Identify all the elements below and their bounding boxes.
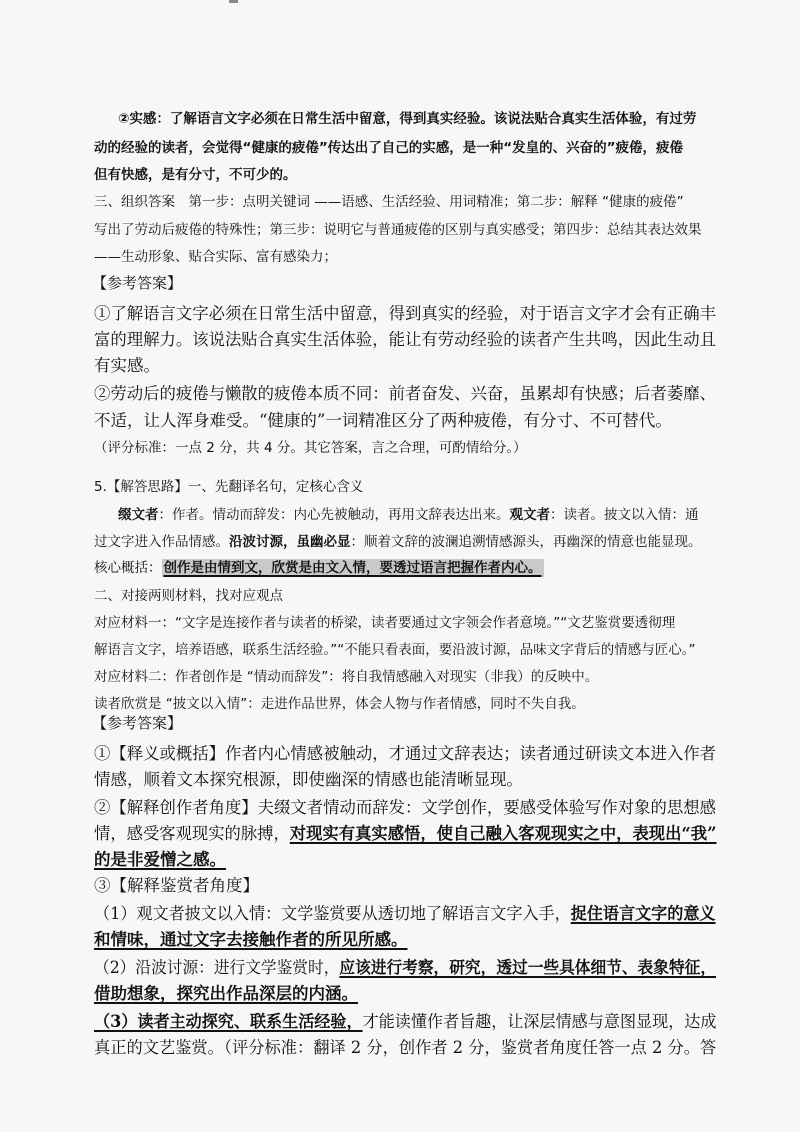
answer-1-line-2: 富的理解力。该说法贴合真实生活体验，能让有劳动经验的读者产生共鸣，因此生动且 (94, 330, 716, 349)
core-summary-label: 核心概括： (94, 560, 162, 576)
answer-2-line-2: 不适，让人浑身难受。“健康的”一词精准区分了两种疲倦，有分寸、不可替代。 (94, 411, 672, 430)
reader-3-line-1 (94, 1008, 716, 1032)
item-2-line-2-plain: 情，感受客观现实的脉搏， (94, 824, 290, 843)
reader-1-line-1-underlined: 捉住语言文字的意义 (570, 904, 716, 923)
translation-line-2 (94, 530, 702, 550)
section-2-heading: 二、对接两则材料，找对应观点 (94, 588, 283, 604)
q5-title: 5.【解答思路】一、先翻译名句，定核心含义 (94, 479, 364, 495)
term-zhuiwenzhe-desc: ：作者。情动而辞发：内心先被触动，再用文辞表达出来。 (158, 507, 510, 523)
zuzhi-line-3: ——生动形象、贴合实际、富有感染力； (94, 249, 337, 265)
reader-2-line-2: 借助想象，探究出作品深层的内涵。 (94, 984, 358, 1003)
term-guanwenzhe: 观文者 (509, 507, 550, 523)
reader-2-line-1-underlined: 应该进行考察，研究，透过一些具体细节、表象特征， (339, 958, 717, 977)
shigan-line-2: 动的经验的读者，会觉得“健康的疲倦”传达出了自己的实感，是一种“发皇的、兴奋的”疲倦，疲倦 (94, 140, 683, 156)
item-3-heading: ③【解释鉴赏者角度】 (94, 876, 259, 895)
answer-1-line-3: 有实感。 (94, 356, 160, 375)
reference-answer-heading: 【参考答案】 (92, 274, 183, 292)
reader-line: 读者欣赏是 “披文以入情”：走进作品世界，体会人物与作者情感，同时不失自我。 (94, 696, 585, 712)
reader-1-line-1-plain: （1）观文者披文以入情：文学鉴赏要从透切地了解语言文字入手， (94, 904, 571, 923)
scoring-note-1: （评分标准：一点 2 分，共 4 分。其它答案，言之合理，可酌情给分。） (94, 440, 527, 456)
shigan-line-3: 但有快感，是有分寸，不可少的。 (94, 167, 297, 183)
term-yanbotaoyuan: 沿波讨源，虽幽必显 (229, 534, 351, 550)
item-2-line-2-underlined: 对现实有真实感悟，使自己融入客观现实之中，表现出“我” (289, 824, 717, 843)
zuzhi-line-1: 三、组织答案 第一步：点明关键词 ——语感、生活经验、用词精准；第二步：解释 “健康的疲倦” (94, 194, 684, 210)
item-2-line-3: 的是非爱憎之感。 (94, 850, 226, 869)
reader-1-line-2: 和情味，通过文字去接触作者的所见所感。 (94, 930, 408, 949)
translation-line-2-b: ：顺着文辞的波澜追溯情感源头，再幽深的情意也能显现。 (350, 534, 702, 550)
core-summary (94, 556, 544, 576)
material-1-line-2: 解语言文字，培养语感，联系生活经验。”“不能只看表面，要沿波讨源，品味文字背后的情感与匠心。” (94, 642, 696, 658)
reference-answer-heading-2: 【参考答案】 (92, 714, 183, 732)
material-2-line: 对应材料二：作者创作是 “情动而辞发”：将自我情感融入对现实（非我）的反映中。 (94, 669, 599, 685)
item-2-line-2 (94, 820, 716, 844)
scan-mark (229, 0, 238, 3)
answer-1-line-1: ①了解语言文字必须在日常生活中留意，得到真实的经验，对于语言文字才会有正确丰 (94, 304, 716, 323)
shigan-line-1: ②实感：了解语言文字必须在日常生活中留意，得到真实经验。该说法贴合真实生活体验，有过劳 (118, 111, 697, 127)
reader-3-line-1-plain: 才能读懂作者旨趣，让深层情感与意图显现，达成 (362, 1012, 717, 1031)
material-1-line-1: 对应材料一：“文字是连接作者与读者的桥梁，读者要通过文字领会作者意境。”“文艺鉴赏要透彻理 (94, 615, 676, 631)
answer-2-line-1: ②劳动后的疲倦与懒散的疲倦本质不同：前者奋发、兴奋，虽累却有快感；后者萎靡、 (94, 384, 716, 403)
reader-3-line-1-underlined: （3）读者主动探究、联系生活经验， (94, 1012, 363, 1031)
reader-2-line-1-plain: （2）沿波讨源：进行文学鉴赏时， (94, 958, 340, 977)
term-guanwenzhe-desc: ：读者。披文以入情：通 (550, 507, 699, 523)
translation-line-2-a: 过文字进入作品情感。 (94, 534, 229, 550)
translation-line-1 (118, 503, 699, 523)
core-summary-highlight: 创作是由情到文，欣赏是由文入情，要透过语言把握作者内心。 (163, 560, 542, 576)
item-2-line-1: ②【解释创作者角度】夫缀文者情动而辞发：文学创作，要感受体验写作对象的思想感 (94, 798, 716, 817)
item-1-line-1: ①【释义或概括】作者内心情感被触动，才通过文辞表达；读者通过研读文本进入作者 (94, 744, 716, 763)
item-1-line-2: 情感，顺着文本探究根源，即使幽深的情感也能清晰显现。 (94, 770, 523, 789)
term-zhuiwenzhe: 缀文者 (118, 507, 159, 523)
reader-3-line-2: 真正的文艺鉴赏。（评分标准：翻译 2 分，创作者 2 分，鉴赏者角度任答一点 2 分。答 (94, 1038, 717, 1057)
reader-1-line-1 (94, 900, 715, 924)
reader-2-line-1 (94, 954, 716, 978)
zuzhi-line-2: 写出了劳动后疲倦的特殊性；第三步：说明它与普通疲倦的区别与真实感受；第四步：总结其表达效果 (94, 222, 702, 238)
